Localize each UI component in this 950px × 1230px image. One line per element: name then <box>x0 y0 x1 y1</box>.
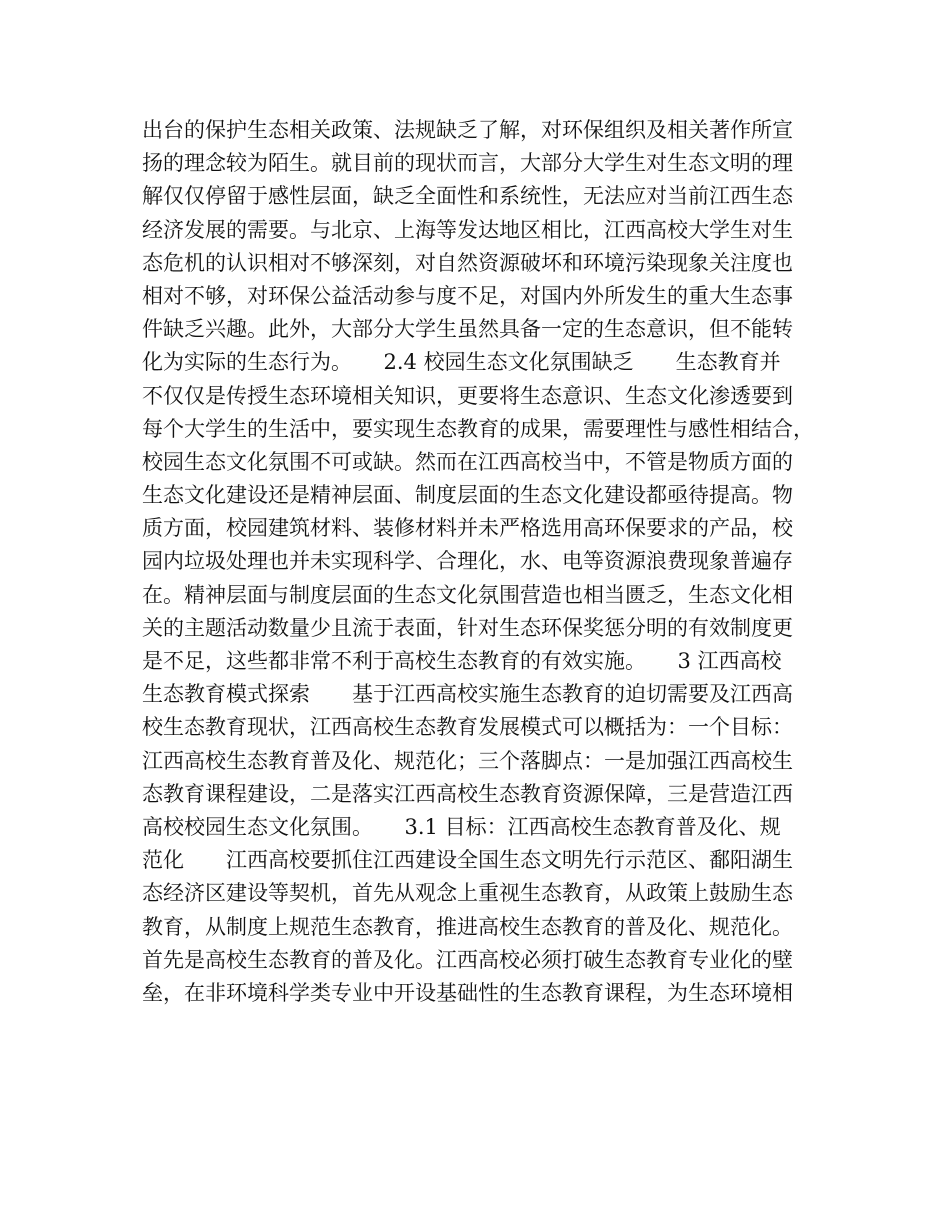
text-line: 范化 江西高校要抓住江西建设全国生态文明先行示范区、鄱阳湖生 <box>142 848 793 873</box>
text-line: 每个大学生的生活中，要实现生态教育的成果，需要理性与感性相结合， <box>142 416 814 441</box>
text-line: 态经济区建设等契机，首先从观念上重视生态教育，从政策上鼓励生态 <box>142 881 793 906</box>
text-line: 是不足，这些都非常不利于高校生态教育的有效实施。 3 江西高校 <box>142 649 782 673</box>
text-line: 态教育课程建设，二是落实江西高校生态教育资源保障，三是营造江西 <box>142 781 793 806</box>
text-line: 化为实际的生态行为。 2.4 校园生态文化氛围缺乏 生态教育并 <box>142 350 781 375</box>
text-line: 校生态教育现状，江西高校生态教育发展模式可以概括为：一个目标： <box>142 715 793 740</box>
text-line: 不仅仅是传授生态环境相关知识，更要将生态意识、生态文化渗透要到 <box>142 383 793 408</box>
text-line: 态危机的认识相对不够深刻，对自然资源破坏和环境污染现象关注度也 <box>142 250 793 275</box>
text-line: 生态教育模式探索 基于江西高校实施生态教育的迫切需要及江西高 <box>142 682 793 707</box>
text-line: 出台的保护生态相关政策、法规缺乏了解，对环保组织及相关著作所宣 <box>142 118 793 142</box>
text-line: 在。精神层面与制度层面的生态文化氛围营造也相当匮乏，生态文化相 <box>142 582 793 607</box>
text-line: 相对不够，对环保公益活动参与度不足，对国内外所发生的重大生态事 <box>142 283 793 308</box>
text-line: 扬的理念较为陌生。就目前的现状而言，大部分大学生对生态文明的理 <box>142 151 793 176</box>
text-line: 高校校园生态文化氛围。 3.1 目标：江西高校生态教育普及化、规 <box>142 814 781 839</box>
text-line: 生态文化建设还是精神层面、制度层面的生态文化建设都亟待提高。物 <box>142 483 793 508</box>
text-line: 经济发展的需要。与北京、上海等发达地区相比，江西高校大学生对生 <box>142 217 793 242</box>
text-line: 垒，在非环境科学类专业中开设基础性的生态教育课程，为生态环境相 <box>142 980 793 1005</box>
text-line: 教育，从制度上规范生态教育，推进高校生态教育的普及化、规范化。 <box>142 914 793 939</box>
text-line: 件缺乏兴趣。此外，大部分大学生虽然具备一定的生态意识，但不能转 <box>142 317 793 342</box>
text-line: 解仅仅停留于感性层面，缺乏全面性和系统性，无法应对当前江西生态 <box>142 184 793 209</box>
text-line: 首先是高校生态教育的普及化。江西高校必须打破生态教育专业化的壁 <box>142 947 793 972</box>
text-line: 校园生态文化氛围不可或缺。然而在江西高校当中，不管是物质方面的 <box>142 449 793 474</box>
text-line: 江西高校生态教育普及化、规范化；三个落脚点：一是加强江西高校生 <box>142 748 793 773</box>
body-text <box>142 114 822 1010</box>
text-line: 园内垃圾处理也并未实现科学、合理化，水、电等资源浪费现象普遍存 <box>142 549 793 574</box>
text-line: 质方面，校园建筑材料、装修材料并未严格选用高环保要求的产品，校 <box>142 516 793 541</box>
text-line: 关的主题活动数量少且流于表面，针对生态环保奖惩分明的有效制度更 <box>142 615 793 640</box>
